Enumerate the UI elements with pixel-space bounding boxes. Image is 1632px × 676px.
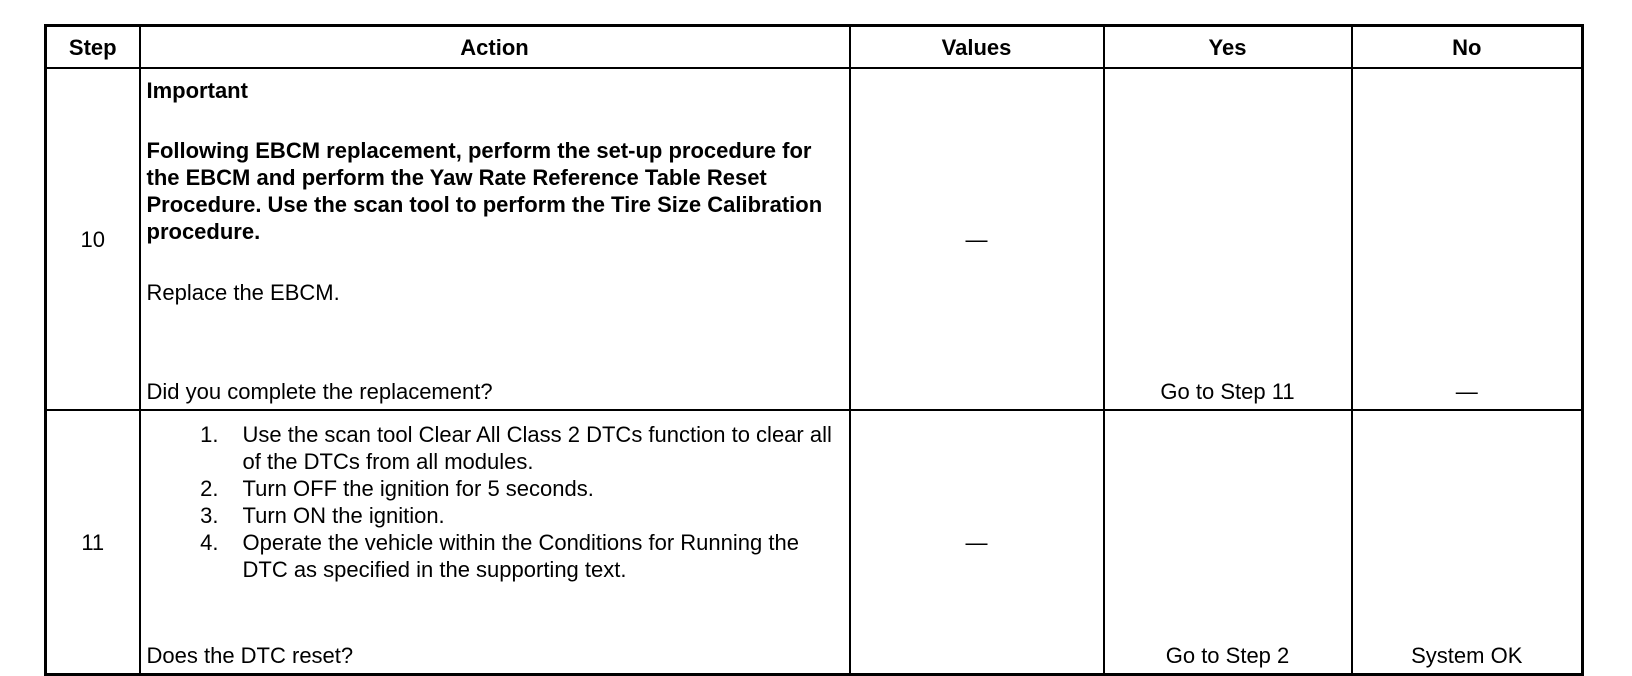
table-row	[46, 410, 1583, 675]
yes-cell: Go to Step 11	[1104, 68, 1352, 410]
list-item: 3. Turn ON the ignition.	[200, 503, 445, 528]
header-action: Action	[140, 26, 850, 69]
step-number: 11	[46, 410, 140, 675]
question-text: Did you complete the replacement?	[146, 379, 493, 404]
header-no: No	[1352, 26, 1583, 69]
list-item: 4. Operate the vehicle within the Conditions for Running the DTC as specified in the supporting text.	[200, 530, 799, 582]
yes-cell: Go to Step 2	[1104, 410, 1352, 675]
list-item: 1. Use the scan tool Clear All Class 2 DTCs function to clear all of the DTCs from all modules.	[200, 422, 832, 474]
header-yes: Yes	[1104, 26, 1352, 69]
action-cell	[140, 410, 850, 675]
list-item: 2. Turn OFF the ignition for 5 seconds.	[200, 476, 594, 501]
table-row	[46, 68, 1583, 410]
header-step: Step	[46, 26, 140, 69]
values-cell: —	[850, 410, 1104, 675]
header-values: Values	[850, 26, 1104, 69]
step-number: 10	[46, 68, 140, 410]
instruction-text: Replace the EBCM.	[146, 280, 340, 305]
values-cell: —	[850, 68, 1104, 410]
action-cell	[140, 68, 850, 410]
important-heading: Important	[146, 78, 248, 103]
header-row	[46, 26, 1583, 69]
diagnostic-table	[44, 24, 1584, 676]
procedure-list	[147, 421, 843, 583]
no-cell: System OK	[1352, 410, 1583, 675]
no-cell: —	[1352, 68, 1583, 410]
question-text: Does the DTC reset?	[146, 643, 354, 668]
important-text: Following EBCM replacement, perform the set-up procedure for the EBCM and perform the Yaw Rate Reference Table Reset Procedure. Use the scan tool to perform the Tire Size Calibration procedure.	[146, 138, 823, 244]
